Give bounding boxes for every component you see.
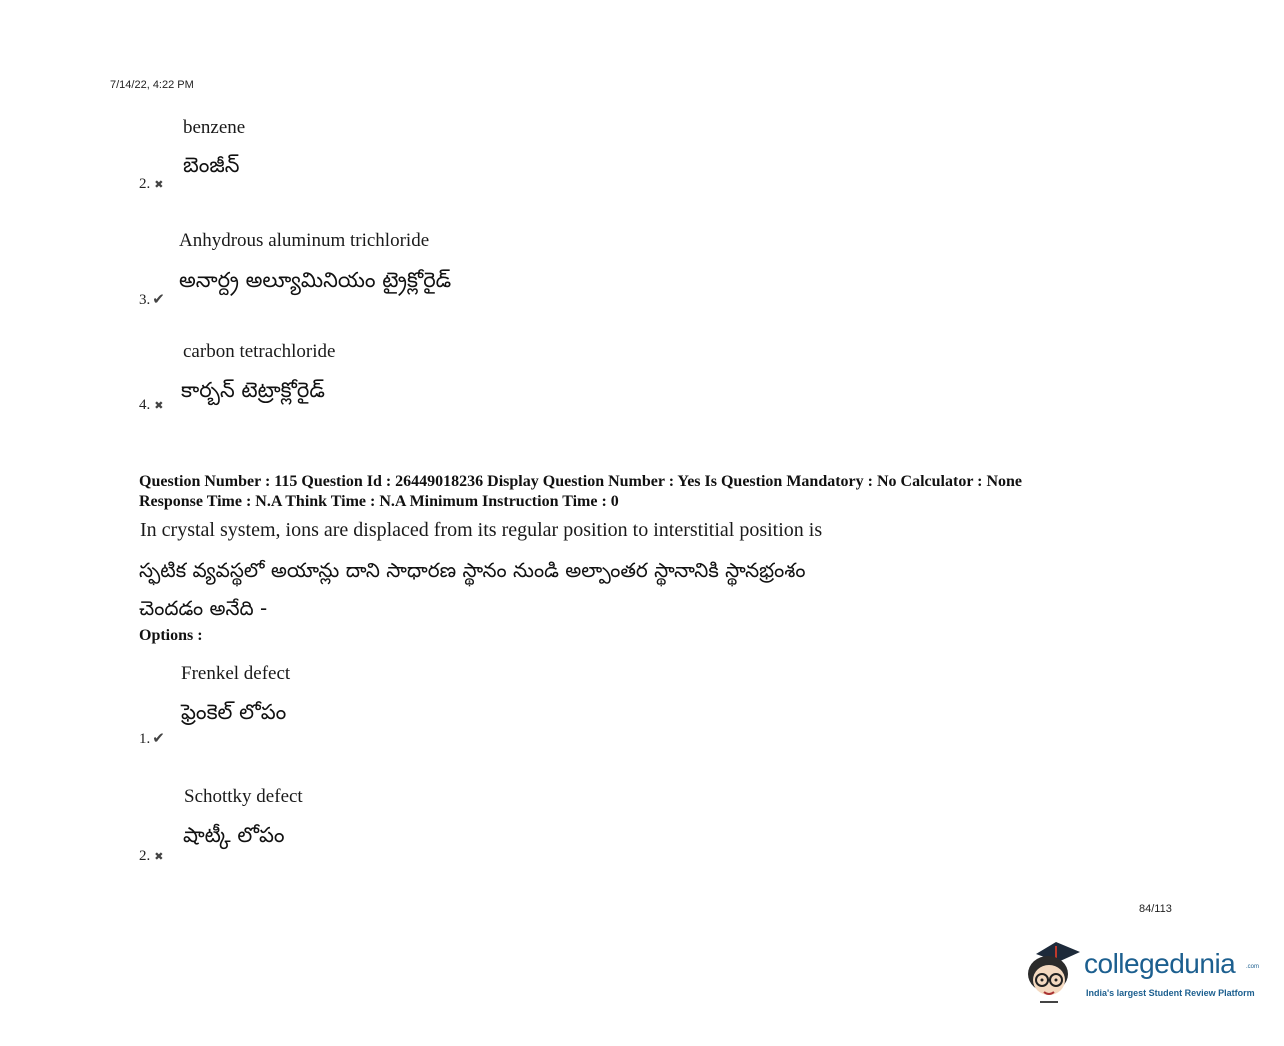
collegedunia-logo <box>1022 936 1262 1016</box>
cross-icon: ✖ <box>154 399 164 412</box>
check-icon: ✔ <box>152 290 165 308</box>
options-label: Options : <box>139 627 203 644</box>
option-number: 2. ✖ <box>139 176 164 192</box>
option-anhydrous-en: Anhydrous aluminum trichloride <box>179 230 430 251</box>
logo-wordmark: collegedunia <box>1084 948 1236 979</box>
option-carbon-te: కార్బన్ టెట్రాక్లోరైడ్ <box>181 378 325 402</box>
question-meta-line1: Question Number : 115 Question Id : 26449018236 Display Question Number : Yes Is Question Mandatory : No Calculator : None <box>139 473 1023 490</box>
option-number: 3. ✔ <box>139 290 165 308</box>
question-meta <box>139 472 1139 512</box>
option-frenkel-te: ఫ్రెంకెల్ లోపం <box>181 700 287 724</box>
check-icon: ✔ <box>152 729 165 747</box>
question-text-te-line2: చెందడం అనేది - <box>139 596 268 620</box>
option-number: 4. ✖ <box>139 397 164 413</box>
option-carbon-en: carbon tetrachloride <box>183 341 336 362</box>
logo-suffix: .com <box>1246 964 1260 970</box>
page-number: 84/113 <box>1139 903 1172 915</box>
option-number: 2. ✖ <box>139 848 164 864</box>
option-frenkel-en: Frenkel defect <box>181 663 291 684</box>
option-number: 1. ✔ <box>139 729 165 747</box>
question-meta-line2: Response Time : N.A Think Time : N.A Minimum Instruction Time : 0 <box>139 493 619 510</box>
cross-icon: ✖ <box>154 850 164 863</box>
option-anhydrous-te: అనార్ద్ర అల్యూమినియం ట్రైక్లోరైడ్ <box>179 268 452 292</box>
timestamp: 7/14/22, 4:22 PM <box>110 79 194 91</box>
question-text-en: In crystal system, ions are displaced from its regular position to interstitial position is <box>140 519 823 541</box>
student-mascot-icon <box>1022 938 1084 1010</box>
option-schottky-en: Schottky defect <box>184 786 303 807</box>
option-benzene-en: benzene <box>183 117 246 138</box>
cross-icon: ✖ <box>154 178 164 191</box>
option-benzene-te: బెంజీన్ <box>183 153 240 177</box>
logo-tagline: India's largest Student Review Platform <box>1086 988 1255 998</box>
question-text-te-line1: స్ఫటిక వ్యవస్థలో అయాన్లు దాని సాధారణ స్థానం నుండి అల్పాంతర స్థానానికి స్థానభ్రంశం <box>139 558 806 582</box>
option-schottky-te: షాట్కీ లోపం <box>183 823 285 847</box>
